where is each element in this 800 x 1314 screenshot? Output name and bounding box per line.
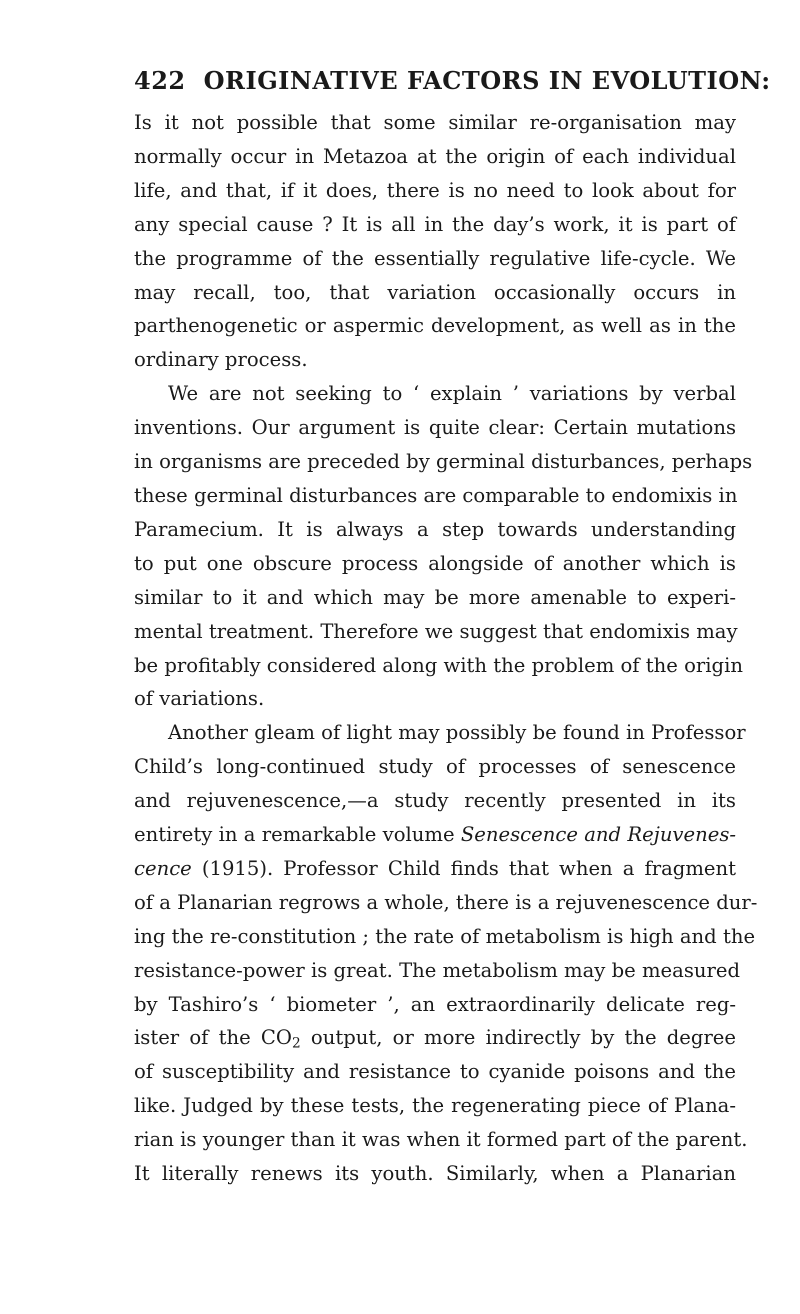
subscript: 2 — [291, 1035, 301, 1052]
text-run: output, or more indirectly by the degree — [300, 1026, 736, 1050]
text-line: be profitably considered along with the problem of the origin — [134, 653, 743, 677]
text-line: rian is younger than it was when it formed part of the parent. — [134, 1128, 748, 1152]
paragraph-2 — [134, 377, 753, 716]
text-line: Child’s long-continued study of processes of senescence — [134, 755, 736, 779]
text-run: ister of the CO — [134, 1026, 292, 1050]
text-line: the programme of the essentially regulative life-cycle. We — [134, 246, 736, 270]
text-line: by Tashiro’s ‘ biometer ’, an extraordinarily delicate reg- — [134, 992, 736, 1016]
text-line: to put one obscure process alongside of another which is — [134, 551, 736, 575]
text-line: normally occur in Metazoa at the origin of each individual — [134, 144, 736, 168]
text-line: ing the re-constitution ; the rate of metabolism is high and the — [134, 924, 756, 948]
text-line: in organisms are preceded by germinal disturbances, perhaps — [134, 450, 753, 474]
text-line: mental treatment. Therefore we suggest that endomixis may — [134, 619, 738, 643]
running-title: ORIGINATIVE FACTORS IN EVOLUTION: — [203, 66, 771, 95]
text-line: Is it not possible that some similar re-organisation may — [134, 111, 736, 134]
paragraph-3 — [134, 716, 758, 1191]
book-page — [134, 66, 771, 1191]
text-line: these germinal disturbances are comparable to endomixis in — [134, 483, 738, 507]
text-line: life, and that, if it does, there is no need to look about for — [134, 178, 736, 202]
text-line: Paramecium. It is always a step towards understanding — [134, 517, 736, 541]
text-line: Another gleam of light may possibly be found in Professor — [168, 721, 746, 745]
text-line: of a Planarian regrows a whole, there is a rejuvenescence dur- — [134, 890, 758, 914]
text-line: of susceptibility and resistance to cyanide poisons and the — [134, 1060, 736, 1084]
text-line — [134, 852, 736, 886]
body-text — [134, 106, 758, 1191]
page-number: 422 — [134, 66, 186, 95]
text-line: parthenogenetic or aspermic development, as well as in the — [134, 314, 736, 338]
text-line — [134, 818, 736, 852]
running-header — [134, 66, 771, 106]
text-line: like. Judged by these tests, the regenerating piece of Plana- — [134, 1094, 736, 1118]
paragraph-1 — [134, 106, 736, 377]
text-run: entirety in a remarkable volume — [134, 823, 461, 847]
text-line — [134, 1021, 736, 1055]
text-line: similar to it and which may be more amenable to experi- — [134, 585, 736, 609]
text-line: of variations. — [134, 687, 265, 711]
text-line: We are not seeking to ‘ explain ’ variations by verbal — [168, 382, 736, 406]
text-line: resistance-power is great. The metabolism may be measured — [134, 958, 741, 982]
text-line: inventions. Our argument is quite clear: Certain mutations — [134, 416, 736, 440]
text-line: may recall, too, that variation occasionally occurs in — [134, 280, 736, 304]
book-title-italic: cence — [134, 856, 192, 880]
text-line: and rejuvenescence,—a study recently presented in its — [134, 789, 736, 813]
book-title-italic: Senescence and Rejuvenes- — [460, 823, 736, 847]
text-line: any special cause ? It is all in the day’s work, it is part of — [134, 212, 736, 236]
text-line: It literally renews its youth. Similarly, when a Planarian — [134, 1162, 736, 1186]
text-line: ordinary process. — [134, 348, 308, 372]
text-run: (1915). Professor Child finds that when a fragment — [191, 856, 736, 880]
